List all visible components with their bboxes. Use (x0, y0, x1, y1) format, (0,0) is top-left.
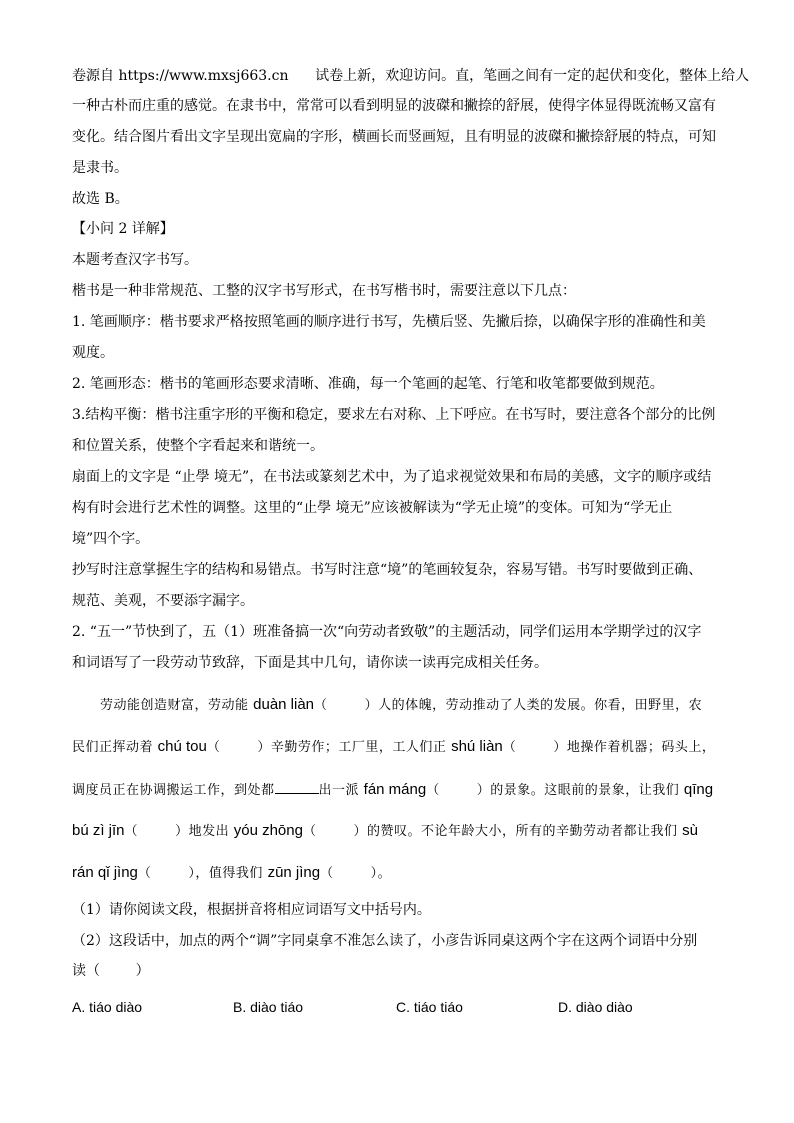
pinyin: duàn liàn (253, 696, 315, 713)
q2-line12: 规范、美观，不要添字漏字。 (72, 593, 254, 609)
pinyin: zūn jìng (267, 864, 321, 881)
option-d[interactable]: D. diào diào (558, 999, 633, 1015)
q2-line1: 本题考查汉字书写。 (72, 252, 198, 268)
task2-line1: （2）这段话中，加点的两个“调”字同桌拿不准怎么读了，小彦告诉同桌这两个字在这两个词语中分别 (72, 933, 698, 949)
pinyin: rán qǐ jìng (72, 864, 138, 881)
q2-line10: 境”四个字。 (72, 531, 150, 547)
source-prefix: 卷源自 (72, 68, 119, 84)
passage-line1 (100, 695, 702, 716)
passage-line2 (72, 737, 715, 758)
para1-line4: 是隶书。 (72, 160, 128, 176)
passage-text: （ ）地操作着机器；码头上， (502, 740, 716, 755)
passage-text: （ ）辛勤劳作；工厂里，工人们正 (206, 740, 452, 755)
task1: （1）请你阅读文段，根据拼音将相应词语写文中括号内。 (72, 902, 431, 918)
fill-blank[interactable] (275, 779, 319, 794)
q2-line9: 构有时会进行艺术性的调整。这里的“止學 境无”应该被解读为“学无止境”的变体。可知为“学无止 (72, 500, 673, 516)
passage-line4 (72, 821, 698, 842)
q2-line2: 楷书是一种非常规范、工整的汉字书写形式，在书写楷书时，需要注意以下几点： (72, 283, 576, 299)
source-suffix: 试卷上新，欢迎访问。直，笔画之间有一定的起伏和变化，整体上给人 (288, 68, 750, 84)
q2-line4: 观度。 (72, 345, 114, 361)
passage-text: （ ），值得我们 (137, 866, 268, 881)
para1-line3: 变化。结合图片看出文字呈现出宽扁的字形，横画长而竖画短，且有明显的波磔和撇捺舒展的特点，可知 (72, 129, 716, 145)
pinyin: yóu zhōng (233, 822, 303, 839)
option-a[interactable]: A. tiáo diào (72, 999, 143, 1015)
pinyin: shú liàn (451, 738, 503, 755)
q2-line6: 3.结构平衡：楷书注重字形的平衡和稳定，要求左右对称、上下呼应。在书写时，要注意各个部分的比例 (72, 407, 716, 423)
pinyin: qīng (683, 781, 714, 798)
para1-line2: 一种古朴而庄重的感觉。在隶书中，常常可以看到明显的波磔和撇捺的舒展，使得字体显得既流畅又富有 (72, 98, 716, 114)
option-c[interactable]: C. tiáo tiáo (396, 999, 463, 1015)
q2-line7: 和位置关系，使整个字看起来和谐统一。 (72, 438, 324, 454)
passage-text: 劳动能创造财富，劳动能 (100, 698, 254, 713)
question2-line2: 和词语写了一段劳动节致辞，下面是其中几句，请你读一读再完成相关任务。 (72, 655, 548, 671)
q2-heading: 【小问 2 详解】 (72, 221, 174, 237)
passage-line5 (72, 863, 391, 884)
pinyin: sù (682, 822, 699, 839)
q2-line11: 抄写时注意掌握生字的结构和易错点。书写时注意“境”的笔画较复杂，容易写错。书写时要做到正确、 (72, 562, 703, 578)
passage-text: （ ）人的体魄，劳动推动了人类的发展。你看，田野里，农 (314, 698, 703, 713)
q2-line5: 2. 笔画形态：楷书的笔画形态要求清晰、准确，每一个笔画的起笔、行笔和收笔都要做到规范。 (72, 376, 664, 392)
pinyin: fán máng (363, 781, 427, 798)
pinyin: bú zì jīn (72, 822, 125, 839)
passage-text: （ ）的赞叹。不论年龄大小，所有的辛勤劳动者都让我们 (302, 824, 683, 839)
source-link[interactable]: https://www.mxsj663.cn (118, 68, 289, 84)
option-b[interactable]: B. diào tiáo (233, 999, 304, 1015)
passage-text: （ ）。 (320, 866, 392, 881)
passage-text: 出一派 (318, 783, 364, 798)
passage-text: （ ）地发出 (124, 824, 234, 839)
pinyin: chú tou (157, 738, 207, 755)
header-line (72, 66, 749, 86)
q2-line8: 扇面上的文字是 “止學 境无”，在书法或篆刻艺术中，为了追求视觉效果和布局的美感，文字的顺序或结 (72, 469, 712, 485)
passage-text: 调度员正在协调搬运工作，到处都 (72, 783, 275, 798)
answer-line: 故选 B。 (72, 191, 129, 207)
passage-text: 民们正挥动着 (72, 740, 158, 755)
q2-line3: 1. 笔画顺序：楷书要求严格按照笔画的顺序进行书写，先横后竖、先撇后捺，以确保字形的准确性和美 (72, 314, 706, 330)
passage-text: （ ）的景象。这眼前的景象，让我们 (426, 783, 684, 798)
passage-line3 (72, 779, 713, 801)
question2-line1: 2. “五一”节快到了，五（1）班准备搞一次“向劳动者致敬”的主题活动，同学们运用本学期学过的汉字 (72, 624, 702, 640)
task2-line2: 读（ ） (72, 963, 150, 979)
